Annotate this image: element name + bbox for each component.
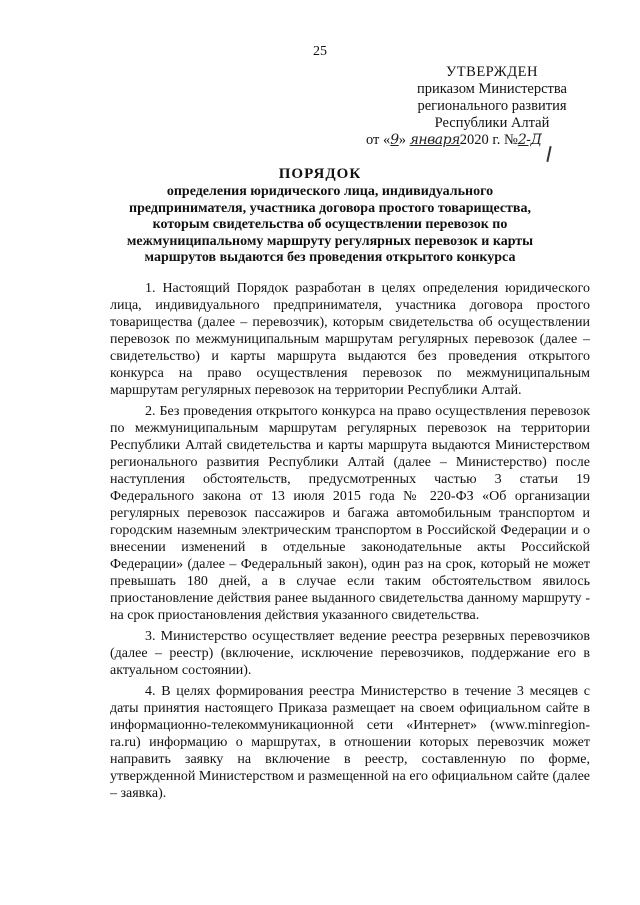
date-prefix: от « xyxy=(366,132,391,148)
handwritten-day: 9 xyxy=(390,132,399,148)
page-number: 25 xyxy=(313,44,327,59)
document-subtitle xyxy=(110,184,550,267)
approval-line-2: регионального развития xyxy=(417,98,567,114)
subtitle-line: определения юридического лица, индивидуального xyxy=(166,184,494,199)
approval-line-1: приказом Министерства xyxy=(417,81,567,97)
paragraph-3: 3. Министерство осуществляет ведение реестра резервных перевозчиков (далее – реестр) (включение, исключение перевозчиков, поддержание его в актуальном состоянии). xyxy=(110,629,590,678)
date-separator: » xyxy=(398,132,410,148)
approval-block xyxy=(366,64,612,149)
subtitle-line: предпринимателя, участника договора простого товарищества, xyxy=(129,200,531,216)
paragraph-4: 4. В целях формирования реестра Министерство в течение 3 месяцев с даты принятия настоящего Приказа размещает на своем официальном сайте в информационно-телекоммуникационной сети «Интернет» (www.minregion-ra.ru) информацию о маршрутах, в отношении которых перевозчик может направить заявку на включение в реестр, составленную по форме, утвержденной Министерством и размещенной на его официальном сайте (далее – заявка). xyxy=(110,684,590,801)
subtitle-line: межмуниципальному маршруту регулярных перевозок и карты xyxy=(126,233,534,249)
handwritten-order-number: 2-Д xyxy=(517,132,542,148)
approval-date xyxy=(366,132,612,149)
document-body xyxy=(110,280,590,806)
paragraph-2: 2. Без проведения открытого конкурса на право осуществления перевозок по межмуниципальным маршрутам регулярных перевозок на территории Республики Алтай свидетельства и карты маршрута выдаются Министерством регионального развития Республики Алтай (далее – Министерство) после наступления обстоятельств, предусмотренных частью 3 статьи 19 Федерального закона от 13 июля 2015 года № 220-ФЗ «Об организации регулярных перевозок пассажиров и багажа автомобильным транспортом и городским наземным электрическим транспортом в Российской Федерации и о внесении изменений в отдельные законодательные акты Российской Федерации» (далее – Федеральный закон), один раз на срок, который не может превышать 180 дней, а в случае если таким обстоятельством явилось приостановление действия ранее выданного свидетельства данному маршруту - на срок приостановления действия указанного свидетельства. xyxy=(110,404,590,623)
approval-line-3: Республики Алтай xyxy=(434,115,550,131)
approval-title: УТВЕРЖДЕН xyxy=(446,64,538,80)
document-title: ПОРЯДОК xyxy=(278,166,362,182)
handwritten-month: января xyxy=(409,132,460,148)
subtitle-line: которым свидетельства об осуществлении перевозок по xyxy=(152,217,508,232)
paragraph-1: 1. Настоящий Порядок разработан в целях определения юридического лица, индивидуального предпринимателя, участника договора простого товарищества (далее – перевозчик), которым свидетельства об осуществлении перевозок по межмуниципальным маршрутам регулярных перевозок (далее – свидетельство) и карты маршрута выдаются без проведения открытого конкурса на право осуществления перевозок по межмуниципальным маршрутам регулярных перевозок на территории Республики Алтай. xyxy=(110,281,590,398)
date-year: 2020 г. № xyxy=(459,132,518,148)
subtitle-line: маршрутов выдаются без проведения открытого конкурса xyxy=(144,250,516,265)
